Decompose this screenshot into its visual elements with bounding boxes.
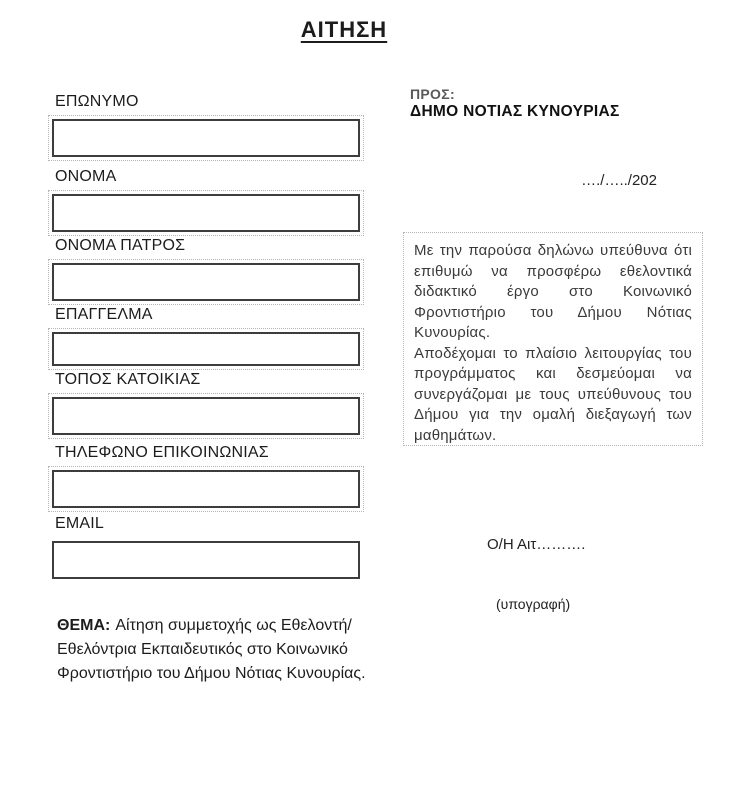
recipient-to-label: ΠΡΟΣ: [410, 86, 455, 102]
field-group-surname [48, 93, 364, 161]
page-title: ΑΙΤΗΣΗ [300, 17, 388, 42]
date-line: …./…../202 [581, 172, 657, 189]
field-group-father-name [48, 237, 364, 305]
declaration-paragraph-2: Αποδέχομαι το πλαίσιο λειτουργίας του προγράμματος και δεσμεύομαι να συνεργάζομαι με τους υπεύθυνους του Δήμου για την ομαλή διεξαγωγή των μαθημάτων. [414, 344, 692, 444]
surname-input[interactable] [52, 119, 360, 157]
firstname-label: ΟΝΟΜΑ [55, 168, 117, 185]
field-group-phone [48, 444, 364, 512]
surname-label: ΕΠΩΝΥΜΟ [55, 93, 139, 110]
profession-box-outline [48, 328, 364, 370]
subject-label: ΘΕΜΑ: [57, 617, 111, 634]
residence-box-outline [48, 393, 364, 439]
phone-label: ΤΗΛΕΦΩΝΟ ΕΠΙΚΟΙΝΩΝΙΑΣ [55, 444, 269, 461]
firstname-input[interactable] [52, 194, 360, 232]
field-group-email [48, 515, 364, 583]
profession-input[interactable] [52, 332, 360, 366]
applicant-signature-line: Ο/Η Αιτ………. [487, 536, 586, 553]
subject-text: Αίτηση συμμετοχής ως Εθελοντή/Εθελόντρια Εκπαιδευτικός στο Κοινωνικό Φροντιστήριο του Δήμου Νότιας Κυνουρίας. [57, 617, 366, 682]
profession-label: ΕΠΑΓΓΕΛΜΑ [55, 306, 153, 323]
father-name-label: ΟΝΟΜΑ ΠΑΤΡΟΣ [55, 237, 186, 254]
phone-input[interactable] [52, 470, 360, 508]
field-group-profession [48, 306, 364, 370]
phone-box-outline [48, 466, 364, 512]
father-name-box-outline [48, 259, 364, 305]
email-box-outline [48, 537, 364, 583]
subject-block [57, 614, 369, 686]
declaration-box [403, 232, 703, 446]
firstname-box-outline [48, 190, 364, 236]
signature-caption: (υπογραφή) [496, 596, 571, 612]
field-group-residence [48, 371, 364, 439]
recipient-name: ΔΗΜΟ ΝΟΤΙΑΣ ΚΥΝΟΥΡΙΑΣ [410, 103, 620, 120]
field-group-firstname [48, 168, 364, 236]
father-name-input[interactable] [52, 263, 360, 301]
email-input[interactable] [52, 541, 360, 579]
residence-label: ΤΟΠΟΣ ΚΑΤΟΙΚΙΑΣ [55, 371, 201, 388]
email-label: EMAIL [55, 515, 105, 532]
declaration-paragraph-1: Με την παρούσα δηλώνω υπεύθυνα ότι επιθυμώ να προσφέρω εθελοντικά διδακτικό έργο στο Κοινωνικό Φροντιστήριο του Δήμου Νότιας Κυνουρίας. [414, 242, 692, 341]
residence-input[interactable] [52, 397, 360, 435]
surname-box-outline [48, 115, 364, 161]
